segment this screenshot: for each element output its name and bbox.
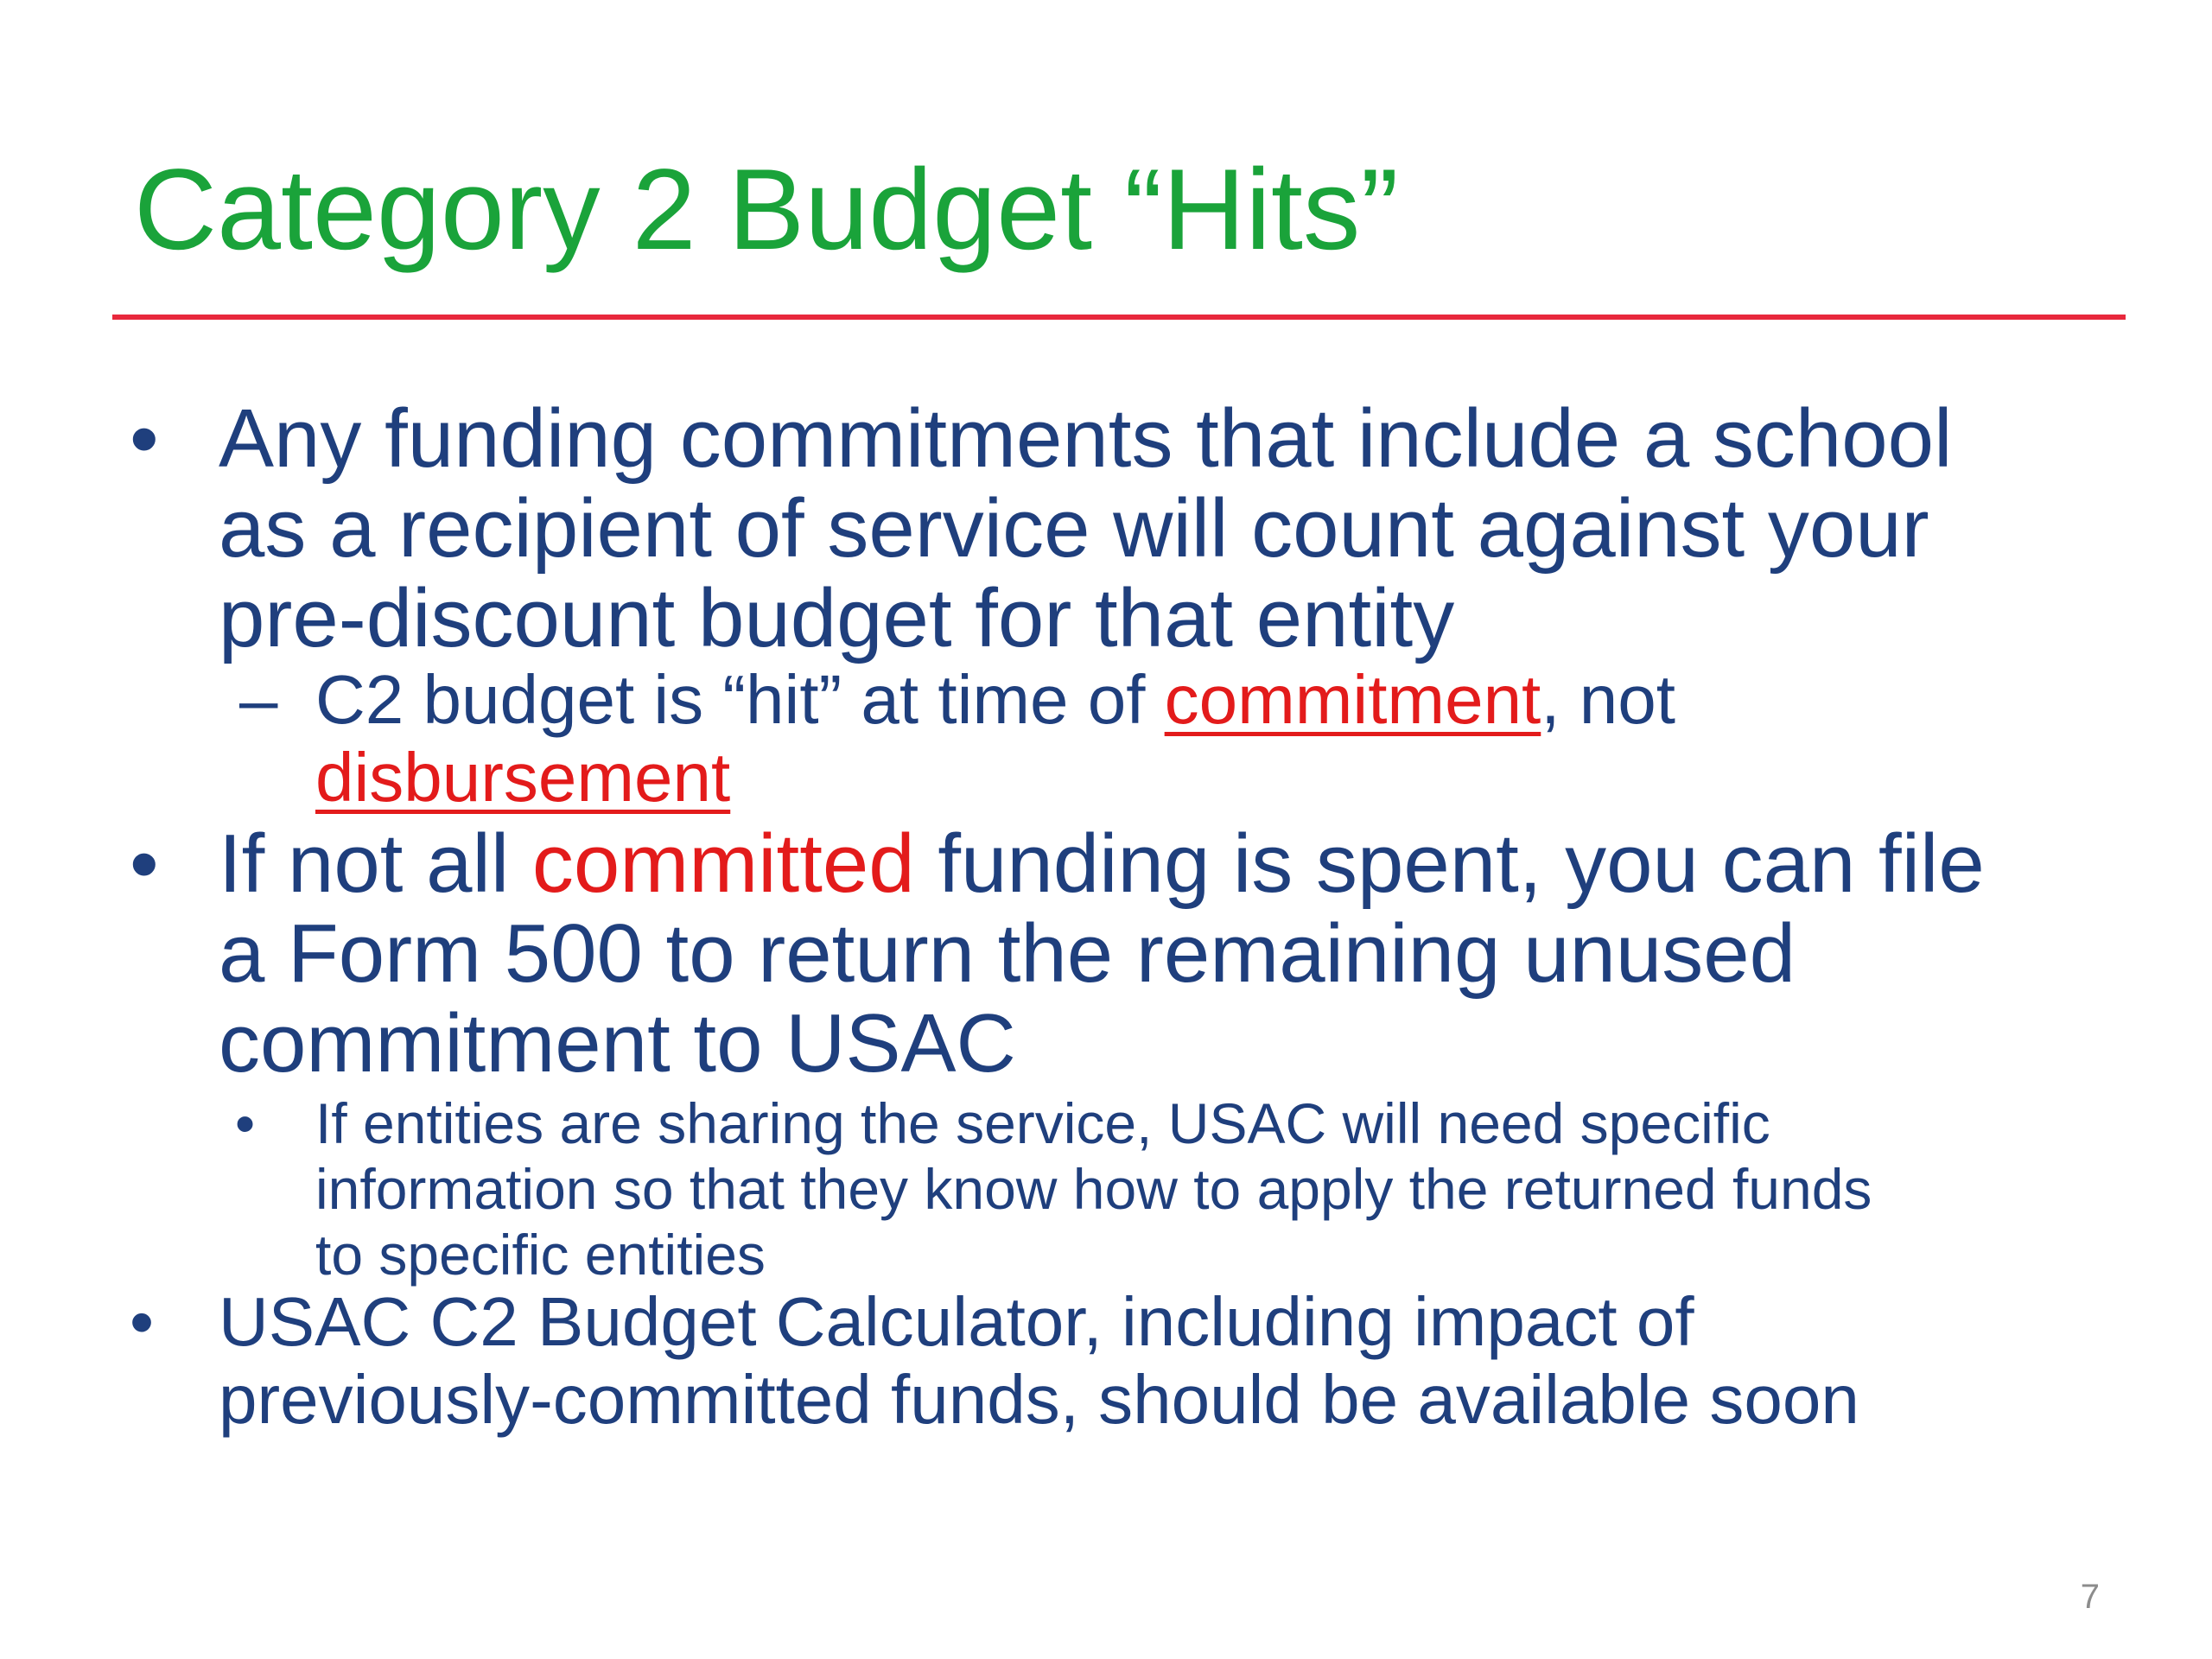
sub-bullet-dash: – xyxy=(239,661,278,738)
bullet-2-line-1 xyxy=(219,819,1985,909)
sub-bullet-2-line-1: If entities are sharing the service, USAC will need specific xyxy=(315,1091,1770,1155)
bullet-2-text-2: funding is spent, you can file xyxy=(914,817,1985,910)
page-number: 7 xyxy=(2080,1578,2100,1616)
commitment-highlight: commitment xyxy=(1164,661,1541,738)
sub-bullet-1-line-1 xyxy=(315,661,1675,739)
bullet-2-line-3: commitment to USAC xyxy=(219,997,1016,1090)
title-divider xyxy=(112,315,2126,320)
bullet-dot: • xyxy=(130,1283,155,1360)
bullet-3-line-1: USAC C2 Budget Calculator, including impact of xyxy=(219,1283,1694,1360)
bullet-2-text: If not all xyxy=(219,817,532,910)
sub-bullet-1-text: C2 budget is “hit” at time of xyxy=(315,661,1165,738)
bullet-1-line-2: as a recipient of service will count against your xyxy=(219,482,1929,575)
sub-bullet-2-line-2: information so that they know how to apply the returned funds xyxy=(315,1157,1872,1221)
sub-bullet-1-line-2 xyxy=(315,739,730,817)
sub-bullet-2-line-3: to specific entities xyxy=(315,1223,766,1287)
bullet-3-line-2: previously-committed funds, should be available soon xyxy=(219,1361,1859,1438)
bullet-2-line-2: a Form 500 to return the remaining unused xyxy=(219,907,1796,1000)
committed-highlight: committed xyxy=(531,817,915,910)
bullet-dot: • xyxy=(130,817,159,910)
bullet-1-line-1: Any funding commitments that include a school xyxy=(219,392,1953,485)
sub-bullet-1-text-2: , not xyxy=(1541,661,1675,738)
disbursement-highlight: disbursement xyxy=(315,739,731,816)
bullet-1-line-3: pre-discount budget for that entity xyxy=(219,572,1455,664)
slide-title: Category 2 Budget “Hits” xyxy=(134,146,1399,274)
bullet-dot: • xyxy=(130,392,159,485)
sub-bullet-dot: • xyxy=(235,1091,256,1155)
